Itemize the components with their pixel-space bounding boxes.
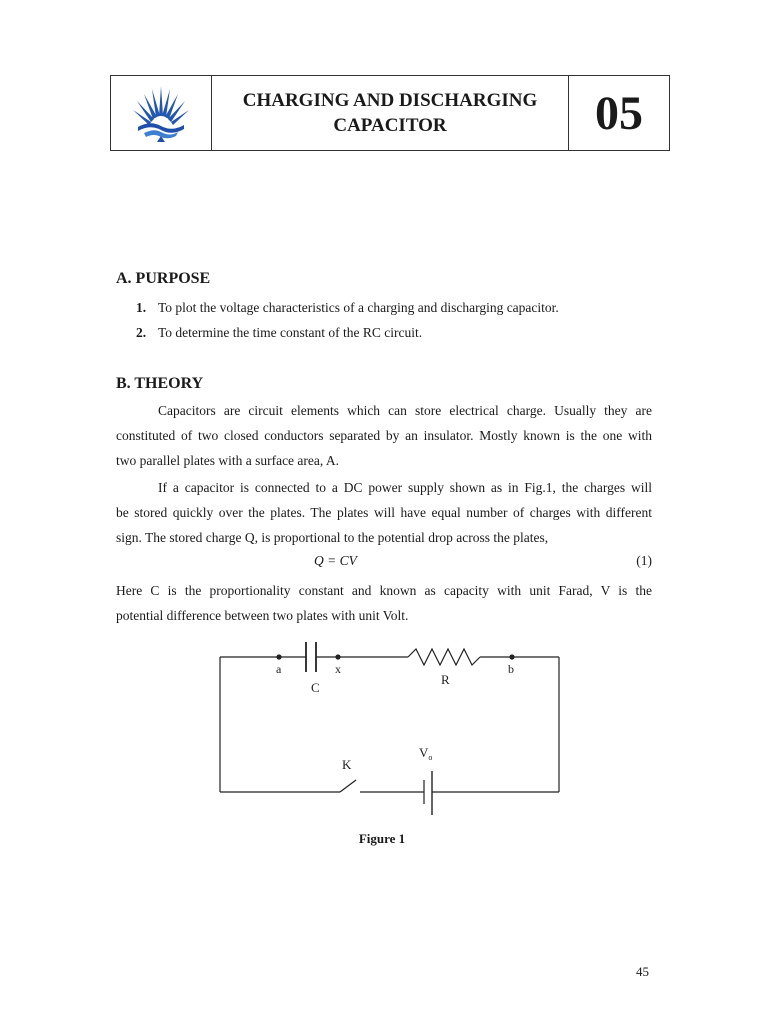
- text-line: Capacitors are circuit elements which can store electrical charge. Usually they are: [158, 403, 652, 418]
- theory-paragraph-2: [116, 475, 652, 550]
- switch-k: [340, 780, 356, 792]
- purpose-item-text: To determine the time constant of the RC circuit.: [158, 325, 423, 340]
- page-number: 45: [636, 964, 649, 979]
- node-x: [335, 654, 340, 659]
- label-b: b: [508, 662, 514, 676]
- label-v0-sub: o: [428, 753, 433, 762]
- figure-caption: [0, 831, 768, 847]
- label-x: x: [335, 662, 341, 676]
- rc-circuit-diagram: [210, 640, 570, 825]
- purpose-item: [136, 300, 559, 316]
- label-c: C: [311, 680, 320, 695]
- text-line: Here C is the proportionality constant and known as capacity with unit Farad, V is the: [116, 583, 652, 598]
- label-v0: [419, 745, 432, 762]
- chapter-number: 05: [595, 86, 643, 140]
- chapter-title: [212, 76, 569, 150]
- text-line: be stored quickly over the plates. The plates will have equal number of charges with different: [116, 505, 652, 520]
- equation-number: (1): [636, 553, 652, 568]
- node-b: [509, 654, 514, 659]
- text-line: sign. The stored charge Q, is proportional to the potential drop across the plates,: [116, 530, 549, 545]
- university-logo: [130, 82, 192, 144]
- chapter-header: [110, 75, 670, 151]
- equation-row: [116, 553, 652, 573]
- logo-cell: [111, 76, 212, 150]
- text-line: two parallel plates with a surface area, A.: [116, 453, 340, 468]
- label-k: K: [342, 757, 352, 772]
- label-r: R: [441, 672, 450, 687]
- theory-heading: B. THEORY: [116, 375, 204, 392]
- resistor: [408, 649, 480, 665]
- purpose-item-number: 1.: [136, 300, 147, 315]
- purpose-item-text: To plot the voltage characteristics of a charging and discharging capacitor.: [158, 300, 559, 315]
- theory-paragraph-1: [116, 398, 652, 473]
- theory-paragraph-3: [116, 578, 652, 628]
- chapter-title-line1: CHARGING AND DISCHARGING: [242, 90, 538, 111]
- purpose-item-number: 2.: [136, 325, 147, 340]
- purpose-item: [136, 325, 422, 341]
- figure-caption-text: Figure 1: [358, 831, 406, 846]
- label-a: a: [276, 662, 282, 676]
- node-a: [276, 654, 281, 659]
- text-line: constituted of two closed conductors separated by an insulator. Mostly known is the one with: [116, 428, 652, 443]
- text-line: If a capacitor is connected to a DC power supply shown as in Fig.1, the charges will: [158, 480, 652, 495]
- purpose-heading: A. PURPOSE: [116, 270, 211, 287]
- label-v0-main: V: [419, 745, 429, 760]
- text-line: potential difference between two plates with unit Volt.: [116, 608, 409, 623]
- equation: Q = CV: [314, 553, 357, 568]
- chapter-title-line2: CAPACITOR: [333, 115, 447, 136]
